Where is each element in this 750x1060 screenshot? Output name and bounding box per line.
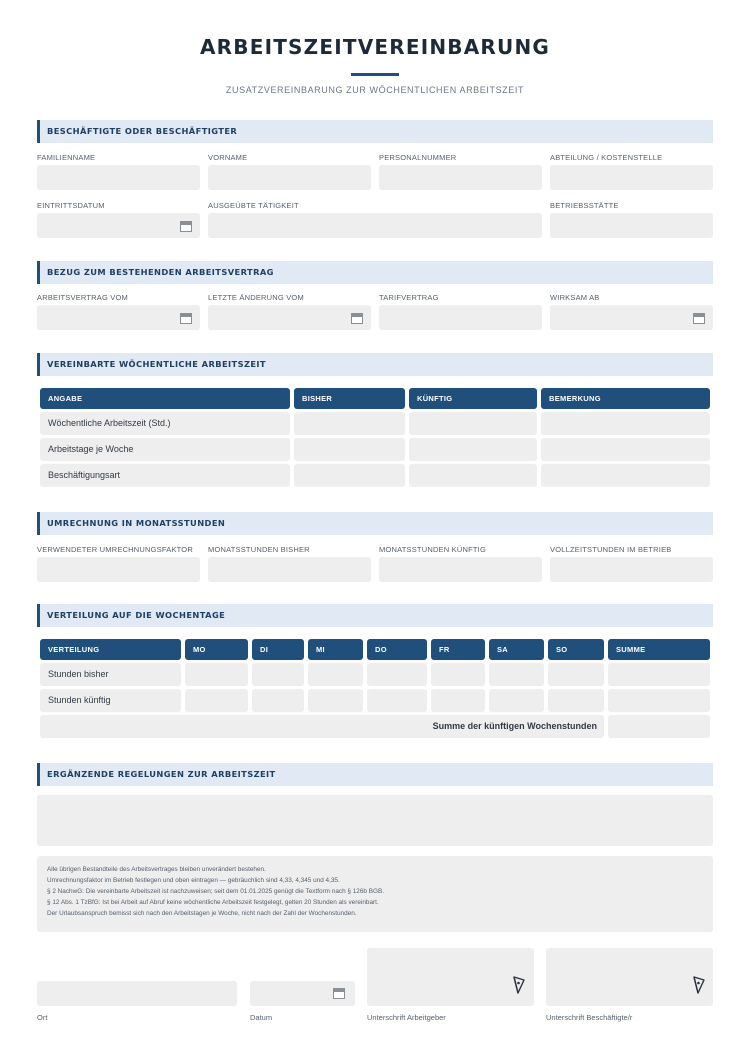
weekdays-sum-field[interactable] [608,715,710,738]
label-familienname: FAMILIENNAME [37,153,96,162]
weekly-cell[interactable] [294,464,405,487]
weekdays-cell[interactable] [489,663,544,686]
weekdays-header-do: DO [367,639,427,660]
ort-label: Ort [37,1013,48,1022]
eintrittsdatum-field[interactable] [37,213,200,238]
calendar-icon[interactable] [333,988,345,999]
section-contract-title: BEZUG ZUM BESTEHENDEN ARBEITSVERTRAG [47,267,274,277]
weekly-cell[interactable] [541,438,710,461]
monatsstunden-kuenftig-field[interactable] [379,557,542,582]
weekdays-header-di: DI [252,639,304,660]
weekdays-header-summe: SUMME [608,639,710,660]
letzte-aenderung-field[interactable] [208,305,371,330]
section-monthly-title: UMRECHNUNG IN MONATSSTUNDEN [47,518,226,528]
weekly-cell[interactable] [294,438,405,461]
weekly-row-label: Wöchentliche Arbeitszeit (Std.) [40,412,290,435]
tarifvertrag-field[interactable] [379,305,542,330]
weekdays-cell[interactable] [252,663,304,686]
extra-rules-textarea[interactable] [37,795,713,846]
weekdays-row-label: Stunden bisher [40,663,181,686]
signature-employee-label: Unterschrift Beschäftigte/r [546,1013,633,1022]
label-tarifvertrag: TARIFVERTRAG [379,293,439,302]
weekly-cell[interactable] [409,412,537,435]
label-eintrittsdatum: EINTRITTSDATUM [37,201,105,210]
pen-nib-icon [512,976,526,994]
weekly-header-kuenftig: KÜNFTIG [409,388,537,409]
label-umrechnungsfaktor: VERWENDETER UMRECHNUNGSFAKTOR [37,545,193,554]
section-extra-title: ERGÄNZENDE REGELUNGEN ZUR ARBEITSZEIT [47,769,276,779]
weekdays-cell[interactable] [308,689,363,712]
abteilung-field[interactable] [550,165,713,190]
weekdays-header-verteilung: VERTEILUNG [40,639,181,660]
arbeitsvertrag-vom-field[interactable] [37,305,200,330]
weekdays-cell[interactable] [252,689,304,712]
datum-field[interactable] [250,981,355,1006]
section-monthly [37,512,713,535]
betriebsstaette-field[interactable] [550,213,713,238]
weekdays-cell[interactable] [608,663,710,686]
section-employee [37,120,713,143]
vorname-field[interactable] [208,165,371,190]
label-wirksam-ab: WIRKSAM AB [550,293,600,302]
weekly-header-bemerkung: BEMERKUNG [541,388,710,409]
note-line: Alle übrigen Bestandteile des Arbeitsvertrages bleiben unverändert bestehen. [47,866,266,873]
weekdays-sum-row [40,715,604,738]
weekdays-header-so: SO [548,639,604,660]
weekdays-row-label: Stunden künftig [40,689,181,712]
note-line: § 2 NachwG: Die vereinbarte Arbeitszeit ist nachzuweisen; seit dem 01.01.2025 genügt die Textform nach § 126b BGB. [47,888,385,895]
calendar-icon[interactable] [693,313,705,324]
wirksam-ab-field[interactable] [550,305,713,330]
weekdays-header-sa: SA [489,639,544,660]
weekdays-cell[interactable] [367,663,427,686]
umrechnungsfaktor-field[interactable] [37,557,200,582]
section-employee-title: BESCHÄFTIGTE ODER BESCHÄFTIGTER [47,126,238,136]
weekdays-header-fr: FR [431,639,485,660]
weekly-row-label: Arbeitstage je Woche [40,438,290,461]
label-vorname: VORNAME [208,153,248,162]
weekdays-cell[interactable] [185,689,248,712]
weekly-cell[interactable] [294,412,405,435]
note-line: Umrechnungsfaktor im Betrieb festlegen und oben eintragen — gebräuchlich sind 4,33, 4,345 und 4,35. [47,877,340,884]
notes-box [37,856,713,932]
weekdays-cell[interactable] [308,663,363,686]
signature-employer-field[interactable] [367,948,534,1006]
signature-employer-label: Unterschrift Arbeitgeber [367,1013,446,1022]
note-line: § 12 Abs. 1 TzBfG: Ist bei Arbeit auf Abruf keine wöchentliche Arbeitszeit festgelegt, gelten 20 Stunden als vereinbart. [47,899,379,906]
calendar-icon[interactable] [351,313,363,324]
label-personalnummer: PERSONALNUMMER [379,153,457,162]
taetigkeit-field[interactable] [208,213,542,238]
weekly-cell[interactable] [541,464,710,487]
weekdays-cell[interactable] [367,689,427,712]
weekly-header-bisher: BISHER [294,388,405,409]
label-vollzeitstunden: VOLLZEITSTUNDEN IM BETRIEB [550,545,672,554]
weekdays-cell[interactable] [548,663,604,686]
title-underline [351,73,399,76]
label-monatsstunden-bisher: MONATSSTUNDEN BISHER [208,545,310,554]
weekdays-cell[interactable] [431,663,485,686]
familienname-field[interactable] [37,165,200,190]
label-betriebsstaette: BETRIEBSSTÄTTE [550,201,619,210]
section-weekly [37,353,713,376]
weekly-row-label: Beschäftigungsart [40,464,290,487]
section-weekdays [37,604,713,627]
weekdays-sum-label: Summe der künftigen Wochenstunden [432,721,597,731]
weekdays-cell[interactable] [489,689,544,712]
label-letzte-aenderung: LETZTE ÄNDERUNG VOM [208,293,304,302]
weekdays-cell[interactable] [548,689,604,712]
monatsstunden-bisher-field[interactable] [208,557,371,582]
ort-field[interactable] [37,981,237,1006]
weekdays-cell[interactable] [431,689,485,712]
weekly-cell[interactable] [409,464,537,487]
pen-nib-icon [692,976,706,994]
page-subtitle: ZUSATZVEREINBARUNG ZUR WÖCHENTLICHEN ARBEITSZEIT [225,85,525,95]
weekly-header-angabe: ANGABE [40,388,290,409]
section-weekdays-title: VERTEILUNG AUF DIE WOCHENTAGE [47,610,226,620]
section-contract [37,261,713,284]
label-arbeitsvertrag-vom: ARBEITSVERTRAG VOM [37,293,128,302]
label-monatsstunden-kuenftig: MONATSSTUNDEN KÜNFTIG [379,545,486,554]
label-abteilung: ABTEILUNG / KOSTENSTELLE [550,153,663,162]
section-extra [37,763,713,786]
weekdays-header-mo: MO [185,639,248,660]
weekdays-cell[interactable] [185,663,248,686]
calendar-icon[interactable] [180,221,192,232]
weekdays-cell[interactable] [608,689,710,712]
weekly-cell[interactable] [541,412,710,435]
label-taetigkeit: AUSGEÜBTE TÄTIGKEIT [208,201,299,210]
section-weekly-title: VEREINBARTE WÖCHENTLICHE ARBEITSZEIT [47,359,266,369]
page-title: ARBEITSZEITVEREINBARUNG [199,35,551,59]
signature-employee-field[interactable] [546,948,713,1006]
note-line: Der Urlaubsanspruch bemisst sich nach den Arbeitstagen je Woche, nicht nach der Zahl der Wochenstunden. [47,910,357,917]
datum-label: Datum [250,1013,273,1022]
weekdays-header-mi: MI [308,639,363,660]
calendar-icon[interactable] [180,313,192,324]
weekly-cell[interactable] [409,438,537,461]
vollzeitstunden-field[interactable] [550,557,713,582]
personalnummer-field[interactable] [379,165,542,190]
